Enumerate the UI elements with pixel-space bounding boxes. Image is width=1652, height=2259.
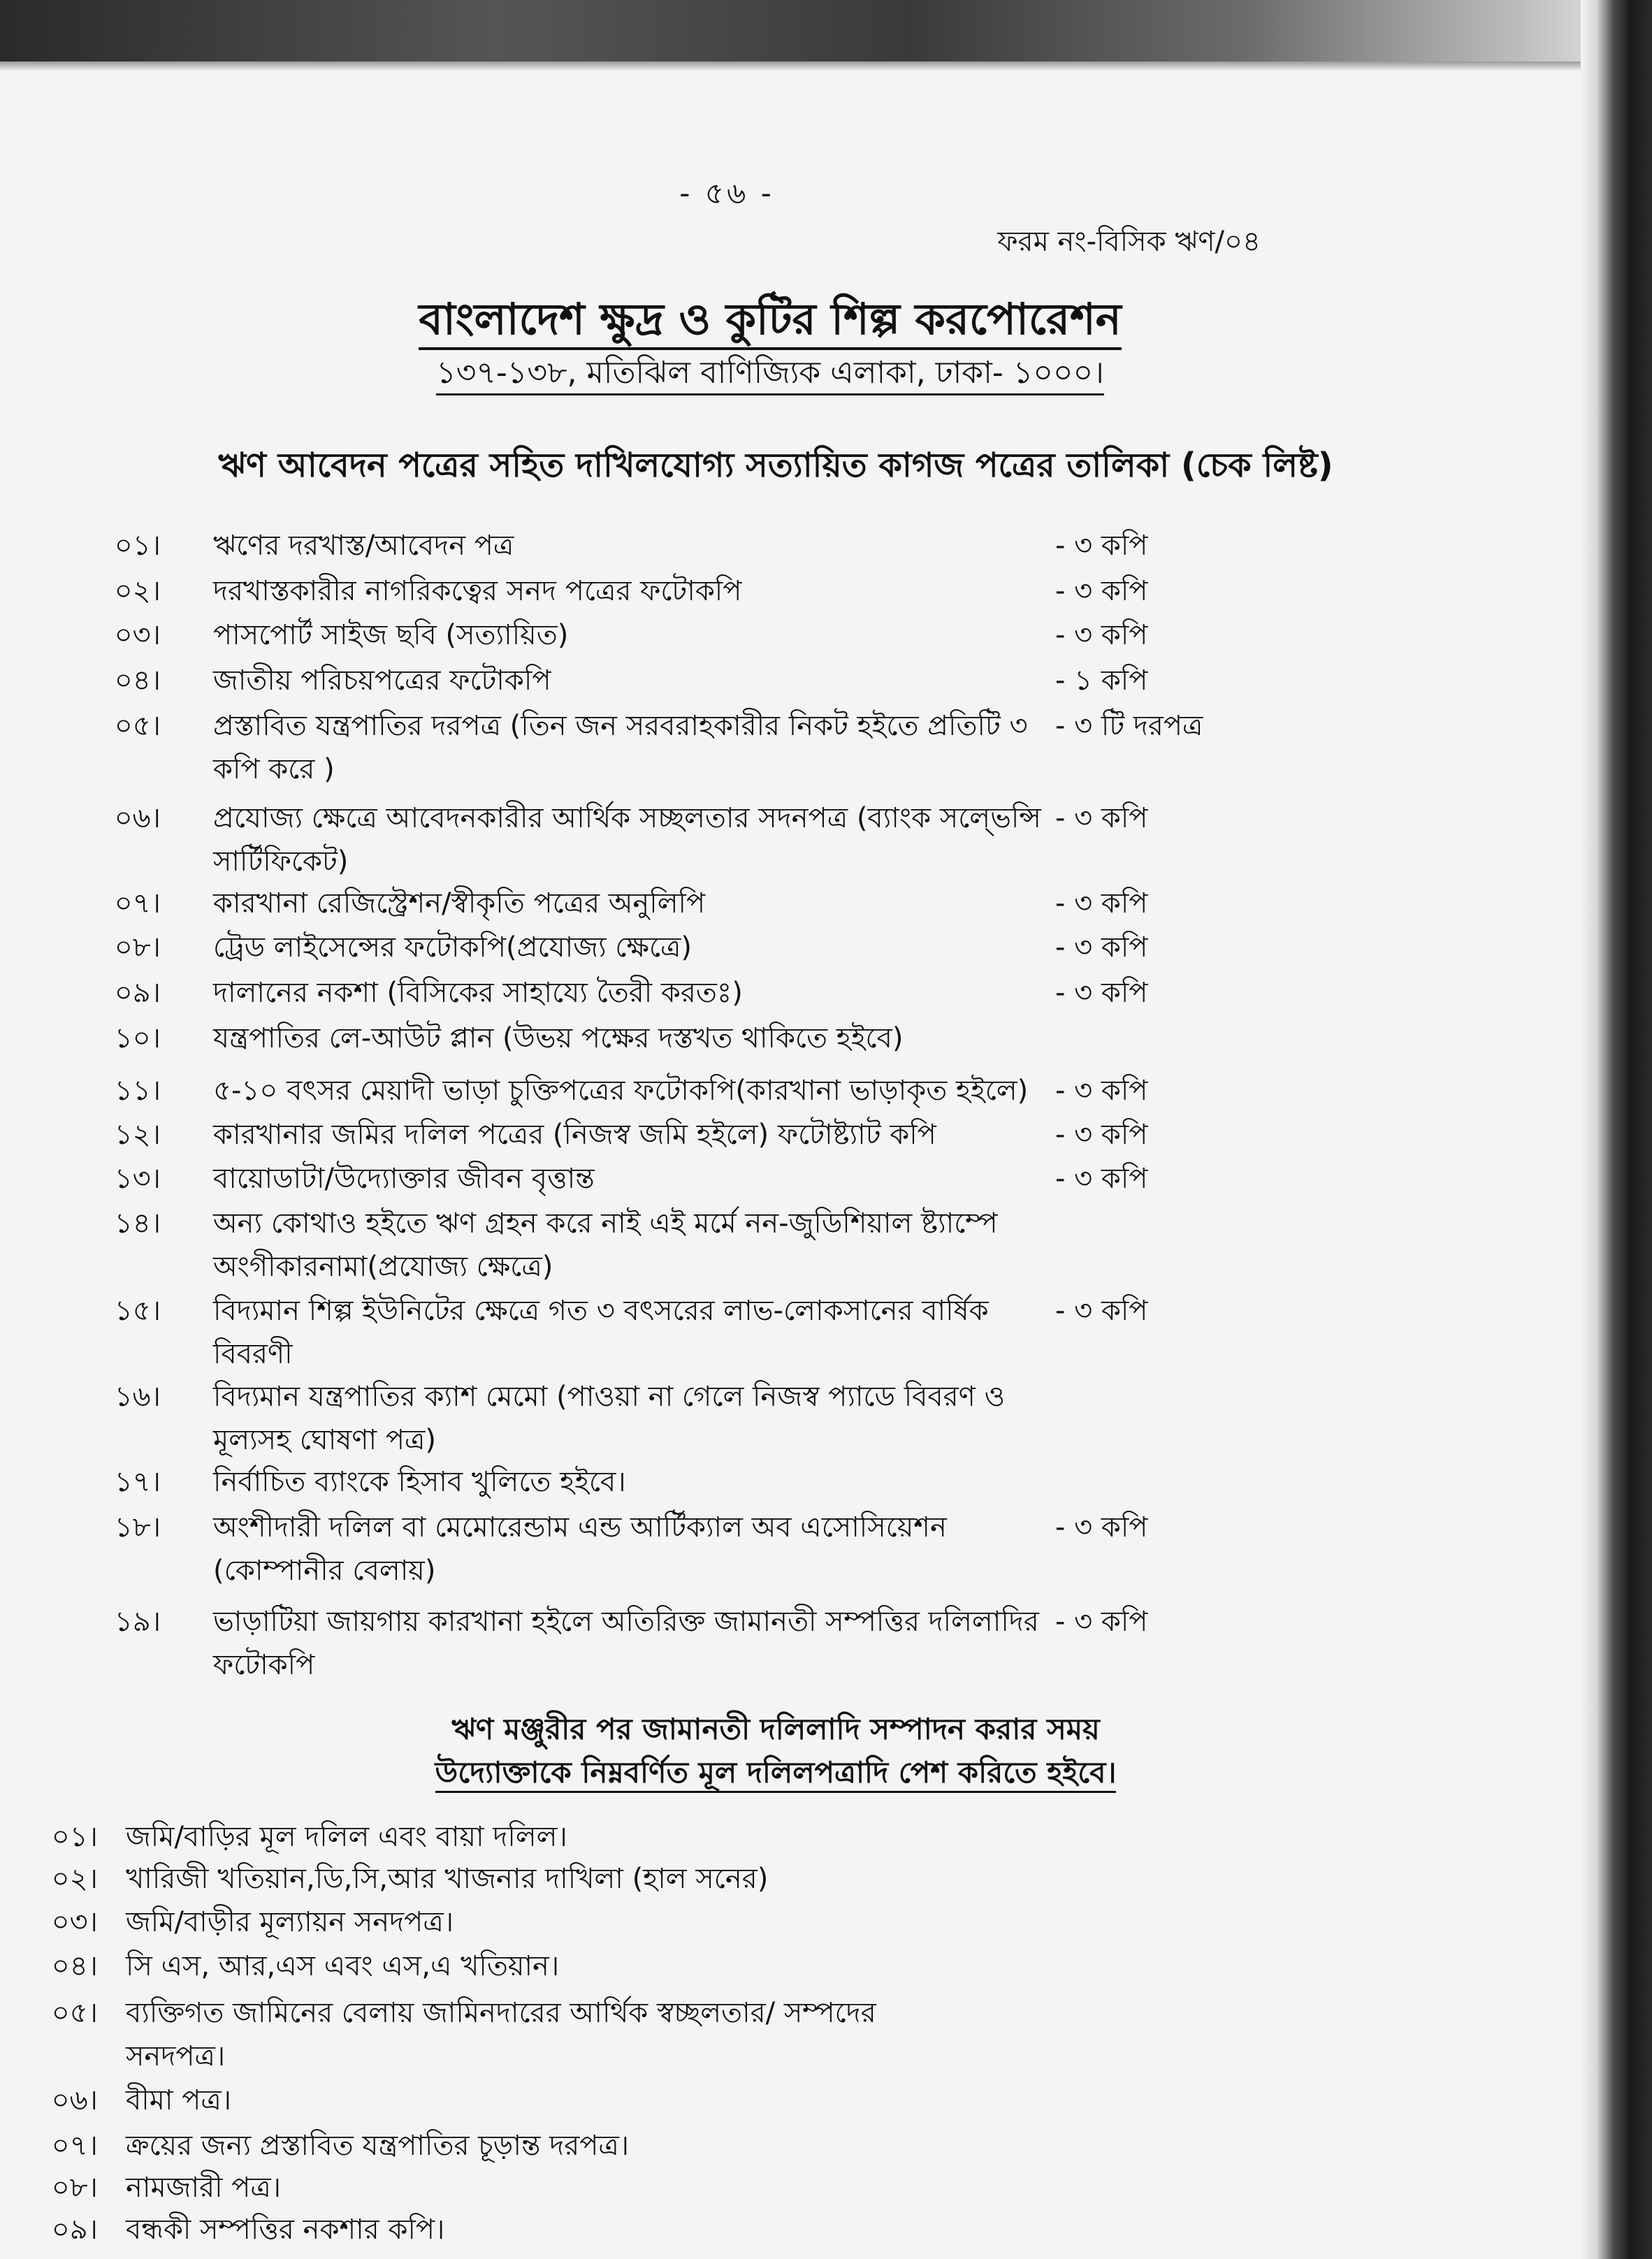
collateral-item-text-line: খারিজী খতিয়ান,ডি,সি,আর খাজনার দাখিলা (হাল সনের)	[126, 1863, 769, 1895]
checklist-item-quantity: - ৩ কপি	[1055, 977, 1148, 1009]
checklist-item-text-line: ফটোকপি	[213, 1649, 315, 1681]
collateral-item-number: ০৭।	[51, 2130, 98, 2162]
checklist-item-number: ০৪।	[114, 664, 161, 697]
checklist-item-text-line: কারখানা রেজিস্ট্রেশন/স্বীকৃতি পত্রের অনুলিপি	[213, 887, 706, 920]
checklist-item-quantity: - ৩ কপি	[1055, 887, 1148, 920]
checklist-item-number: ০৬।	[114, 802, 161, 834]
checklist-item-number: ১৫।	[114, 1295, 161, 1327]
collateral-item-number: ০৮।	[51, 2172, 98, 2204]
checklist-item-number: ০৫।	[114, 710, 161, 742]
checklist-item-number: ০৩।	[114, 619, 161, 651]
collateral-item-number: ০৬।	[51, 2084, 98, 2116]
checklist-item-text	[213, 971, 743, 1015]
checklist-item-number: ০১।	[114, 530, 161, 562]
checklist-item-text	[213, 1289, 989, 1376]
checklist-item-quantity: - ৩ কপি	[1055, 1163, 1148, 1195]
collateral-item-number: ০৯।	[51, 2214, 98, 2246]
collateral-item-number: ০৫।	[51, 1997, 98, 2029]
checklist-item-quantity: - ৩ কপি	[1055, 619, 1148, 651]
collateral-item-text	[126, 2079, 231, 2122]
checklist-item-number: ১২।	[114, 1119, 161, 1151]
collateral-item-text	[126, 2208, 444, 2251]
checklist-item-quantity: - ৩ কপি	[1055, 1119, 1148, 1151]
checklist-item-text-line: ট্রেড লাইসেন্সের ফটোকপি(প্রযোজ্য ক্ষেত্রে)	[213, 931, 693, 964]
checklist-item-text-line: ঋণের দরখাস্ত/আবেদন পত্র	[213, 530, 514, 562]
collateral-item-text-line: নামজারী পত্র।	[126, 2172, 282, 2204]
checklist-item-quantity: - ৩ কপি	[1055, 1295, 1148, 1327]
scan-shadow-top-fade	[0, 61, 1652, 71]
checklist-item-number: ১৬।	[114, 1381, 161, 1413]
checklist-item-quantity: - ৩ কপি	[1055, 1075, 1148, 1107]
checklist-item-text	[213, 1017, 904, 1060]
collateral-item-text	[126, 1991, 876, 2078]
checklist-item-quantity: - ১ কপি	[1055, 664, 1148, 697]
collateral-item-text	[126, 1815, 567, 1859]
scan-shadow-top	[0, 0, 1652, 61]
checklist-item-text-line: বিবরণী	[213, 1338, 293, 1370]
checklist-item-number: ১৭।	[114, 1466, 161, 1498]
checklist-item-text	[213, 1460, 626, 1504]
checklist-title: ঋণ আবেদন পত্রের সহিত দাখিলযোগ্য সত্যায়িত কাগজ পত্রের তালিকা (চেক লিষ্ট)	[218, 446, 1333, 485]
checklist-item-text	[213, 569, 741, 613]
collateral-heading-line1: ঋণ মঞ্জুরীর পর জামানতী দলিলাদি সম্পাদন করার সময়	[451, 1712, 1100, 1746]
collateral-item-text-line: জমি/বাড়ির মূল দলিল এবং বায়া দলিল।	[126, 1821, 567, 1853]
checklist-item-text	[213, 1506, 947, 1592]
collateral-item-text	[126, 2124, 629, 2167]
checklist-item-text	[213, 1157, 595, 1200]
checklist-item-text-line: সার্টিফিকেট)	[213, 845, 349, 878]
checklist-item-number: ১৯।	[114, 1606, 161, 1638]
checklist-item-number: ১১।	[114, 1075, 161, 1107]
checklist-item-text	[213, 704, 1027, 791]
checklist-item-text	[213, 926, 692, 969]
checklist-item-text-line: দালানের নকশা (বিসিকের সাহায্যে তৈরী করতঃ)	[213, 977, 743, 1009]
checklist-item-text-line: (কোম্পানীর বেলায়)	[213, 1555, 436, 1587]
checklist-item-text	[213, 1069, 1028, 1112]
collateral-item-text	[126, 1857, 768, 1901]
checklist-item-text	[213, 1113, 936, 1156]
form-number: ফরম নং-বিসিক ঋণ/০৪	[997, 226, 1261, 258]
checklist-item-text-line: অংশীদারী দলিল বা মেমোরেন্ডাম এন্ড আর্টিক্যাল অব এসোসিয়েশন	[213, 1511, 947, 1543]
collateral-item-number: ০৩।	[51, 1906, 98, 1938]
checklist-item-quantity: - ৩ কপি	[1055, 1606, 1148, 1638]
checklist-item-text	[213, 613, 568, 657]
checklist-item-number: ১৮।	[114, 1511, 161, 1543]
checklist-item-text-line: বায়োডাটা/উদ্যোক্তার জীবন বৃত্তান্ত	[213, 1163, 595, 1195]
checklist-item-number: ০৭।	[114, 887, 161, 920]
checklist-item-text-line: মূল্যসহ ঘোষণা পত্র)	[213, 1424, 437, 1456]
checklist-item-text-line: কপি করে )	[213, 753, 335, 785]
collateral-item-number: ০২।	[51, 1863, 98, 1895]
checklist-item-text-line: অংগীকারনামা(প্রযোজ্য ক্ষেত্রে)	[213, 1251, 553, 1283]
checklist-item-text	[213, 882, 705, 925]
checklist-item-text-line: জাতীয় পরিচয়পত্রের ফটোকপি	[213, 664, 551, 697]
collateral-item-text-line: বীমা পত্র।	[126, 2084, 232, 2116]
organization-name: বাংলাদেশ ক্ষুদ্র ও কুটির শিল্প করপোরেশন	[0, 286, 1540, 358]
checklist-item-text-line: প্রযোজ্য ক্ষেত্রে আবেদনকারীর আর্থিক সচ্ছলতার সদনপত্র (ব্যাংক সল্ভেন্সি	[213, 802, 1041, 834]
collateral-item-text-line: ব্যক্তিগত জামিনের বেলায় জামিনদারের আর্থিক স্বচ্ছলতার/ সম্পদের	[126, 1997, 876, 2029]
checklist-item-text-line: প্রস্তাবিত যন্ত্রপাতির দরপত্র (তিন জন সরবরাহকারীর নিকট হইতে প্রতিটি ৩	[213, 710, 1028, 742]
checklist-item-text-line: কারখানার জমির দলিল পত্রের (নিজস্ব জমি হইলে) ফটোষ্ট্যাট কপি	[213, 1119, 936, 1151]
checklist-item-text-line: যন্ত্রপাতির লে-আউট প্লান (উভয় পক্ষের দস্তখত থাকিতে হইবে)	[213, 1022, 904, 1054]
checklist-item-text-line: নির্বাচিত ব্যাংকে হিসাব খুলিতে হইবে।	[213, 1466, 626, 1498]
checklist-item-quantity: - ৩ কপি	[1055, 931, 1148, 964]
checklist-item-text-line: দরখাস্তকারীর নাগরিকত্বের সনদ পত্রের ফটোকপি	[213, 575, 742, 607]
checklist-item-text-line: ৫-১০ বৎসর মেয়াদী ভাড়া চুক্তিপত্রের ফটোকপি(কারখানা ভাড়াকৃত হইলে)	[213, 1075, 1029, 1107]
checklist-item-text-line: অন্য কোথাও হইতে ঋণ গ্রহন করে নাই এই মর্মে নন-জুডিশিয়াল ষ্ট্যাম্পে	[213, 1207, 998, 1240]
checklist-item-text	[213, 524, 514, 567]
checklist-item-number: ০৯।	[114, 977, 161, 1009]
checklist-item-text	[213, 1375, 1005, 1462]
collateral-item-number: ০১।	[51, 1821, 98, 1853]
checklist-item-number: ০২।	[114, 575, 161, 607]
organization-address: ১৩৭-১৩৮, মতিঝিল বাণিজ্যিক এলাকা, ঢাকা- ১০০০।	[0, 349, 1540, 400]
collateral-item-text	[126, 2166, 281, 2209]
checklist-item-number: ১৩।	[114, 1163, 161, 1195]
collateral-item-text-line: বন্ধকী সম্পত্তির নকশার কপি।	[126, 2214, 445, 2246]
checklist-item-text-line: বিদ্যমান যন্ত্রপাতির ক্যাশ মেমো (পাওয়া না গেলে নিজস্ব প্যাডে বিবরণ ও	[213, 1381, 1006, 1413]
checklist-item-quantity: - ৩ টি দরপত্র	[1055, 710, 1203, 742]
collateral-item-number: ০৪।	[51, 1950, 98, 1982]
checklist-item-number: ০৮।	[114, 931, 161, 964]
checklist-item-text-line: ভাড়াটিয়া জায়গায় কারখানা হইলে অতিরিক্ত জামানতী সম্পত্তির দলিলাদির	[213, 1606, 1039, 1638]
checklist-item-number: ১৪।	[114, 1207, 161, 1240]
checklist-item-quantity: - ৩ কপি	[1055, 1511, 1148, 1543]
checklist-item-number: ১০।	[114, 1022, 161, 1054]
scan-shadow-right-fade	[1581, 0, 1597, 2259]
checklist-item-text	[213, 797, 1041, 883]
checklist-item-quantity: - ৩ কপি	[1055, 530, 1148, 562]
scan-shadow-right	[1597, 0, 1652, 2259]
checklist-item-text-line: পাসপোর্ট সাইজ ছবি (সত্যায়িত)	[213, 619, 569, 651]
checklist-item-text	[213, 1202, 998, 1288]
collateral-item-text	[126, 1945, 559, 1988]
checklist-item-quantity: - ৩ কপি	[1055, 575, 1148, 607]
collateral-item-text-line: সি এস, আর,এস এবং এস,এ খতিয়ান।	[126, 1950, 560, 1982]
page-number: - ৫৬ -	[679, 176, 774, 210]
checklist-item-text-line: বিদ্যমান শিল্প ইউনিটের ক্ষেত্রে গত ৩ বৎসরের লাভ-লোকসানের বার্ষিক	[213, 1295, 989, 1327]
collateral-item-text-line: জমি/বাড়ীর মূল্যায়ন সনদপত্র।	[126, 1906, 454, 1938]
collateral-heading-line2: উদ্যোক্তাকে নিম্নবর্ণিত মূল দলিলপত্রাদি পেশ করিতে হইবে।	[0, 1751, 1551, 1794]
checklist-item-text	[213, 659, 551, 702]
collateral-item-text-line: ক্রয়ের জন্য প্রস্তাবিত যন্ত্রপাতির চূড়ান্ত দরপত্র।	[126, 2130, 630, 2162]
collateral-item-text-line: সনদপত্র।	[126, 2040, 226, 2072]
checklist-item-quantity: - ৩ কপি	[1055, 802, 1148, 834]
collateral-item-text	[126, 1901, 454, 1944]
